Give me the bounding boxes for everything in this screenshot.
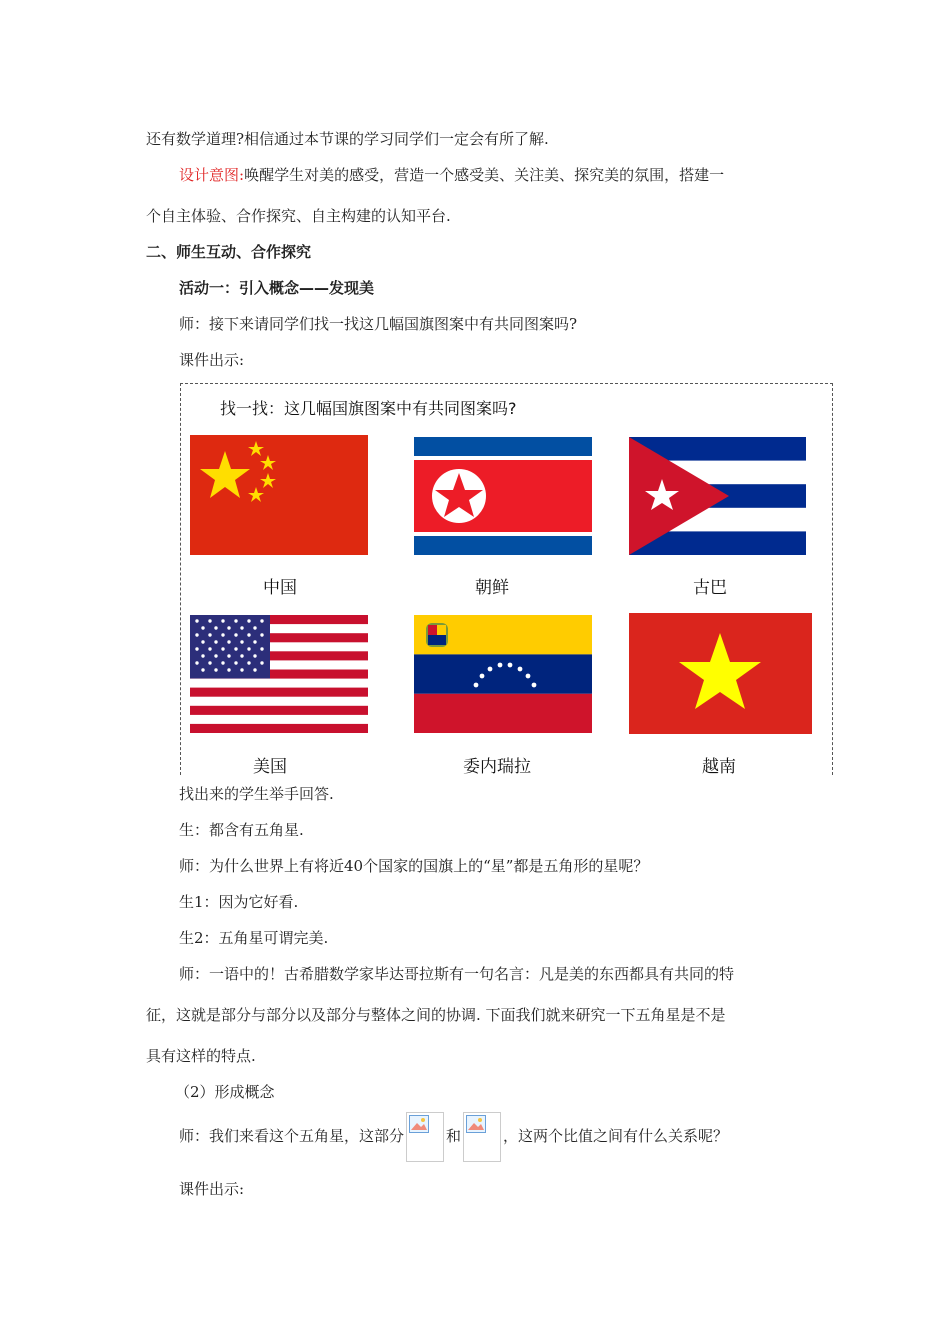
design-intent-text: 唤醒学生对美的感受，营造一个感受美、关注美、探究美的氛围，搭建一 (244, 166, 725, 184)
paragraph: 师：接下来请同学们找一找这几幅国旗图案中有共同图案吗? (179, 315, 578, 333)
flag-caption: 美国 (253, 757, 287, 777)
paragraph: 找出来的学生举手回答. (179, 785, 334, 803)
paragraph: 生2：五角星可谓完美. (179, 929, 329, 947)
paragraph: 征，这就是部分与部分以及部分与整体之间的协调. 下面我们就来研究一下五角星是不是 (146, 1006, 726, 1024)
image-placeholder-icon (463, 1112, 501, 1162)
paragraph: 具有这样的特点. (146, 1047, 256, 1065)
paragraph: 生1：因为它好看. (179, 893, 299, 911)
paragraph-text: 和 (446, 1127, 462, 1145)
paragraph: 师：为什么世界上有将近40个国家的国旗上的“星”都是五角形的星呢？ (179, 857, 649, 875)
paragraph-text: 师：我们来看这个五角星，这部分 (179, 1127, 405, 1145)
paragraph: 还有数学道理?相信通过本节课的学习同学们一定会有所了解. (146, 130, 549, 148)
flag-caption: 中国 (263, 578, 297, 598)
flag-caption: 委内瑞拉 (463, 757, 531, 777)
flag-caption: 越南 (702, 757, 736, 777)
venezuela-flag-image (414, 615, 592, 733)
section-heading: 二、师生互动、合作探究 (146, 243, 312, 261)
image-placeholder-icon (406, 1112, 444, 1162)
vietnam-flag-image (629, 613, 812, 734)
cuba-flag-image (629, 437, 806, 555)
paragraph: 师：一语中的！古希腊数学家毕达哥拉斯有一句名言：凡是美的东西都具有共同的特 (179, 965, 735, 983)
paragraph-text: ，这两个比值之间有什么关系呢？ (503, 1127, 729, 1145)
paragraph (179, 1112, 728, 1162)
paragraph: 课件出示: (179, 351, 245, 369)
flag-caption: 古巴 (693, 578, 727, 598)
china-flag-image (190, 435, 368, 555)
usa-flag-image (190, 615, 368, 733)
paragraph: 生：都含有五角星. (179, 821, 304, 839)
north-korea-flag-image (414, 437, 592, 555)
paragraph: 课件出示: (179, 1180, 245, 1198)
paragraph: 个自主体验、合作探究、自主构建的认知平台. (146, 207, 451, 225)
design-intent-label: 设计意图: (179, 166, 245, 184)
flag-caption: 朝鲜 (475, 578, 509, 598)
paragraph (179, 164, 724, 185)
figure-title: 找一找：这几幅国旗图案中有共同图案吗? (220, 399, 517, 418)
paragraph: （2）形成概念 (175, 1083, 275, 1101)
activity-heading: 活动一：引入概念——发现美 (179, 279, 375, 297)
